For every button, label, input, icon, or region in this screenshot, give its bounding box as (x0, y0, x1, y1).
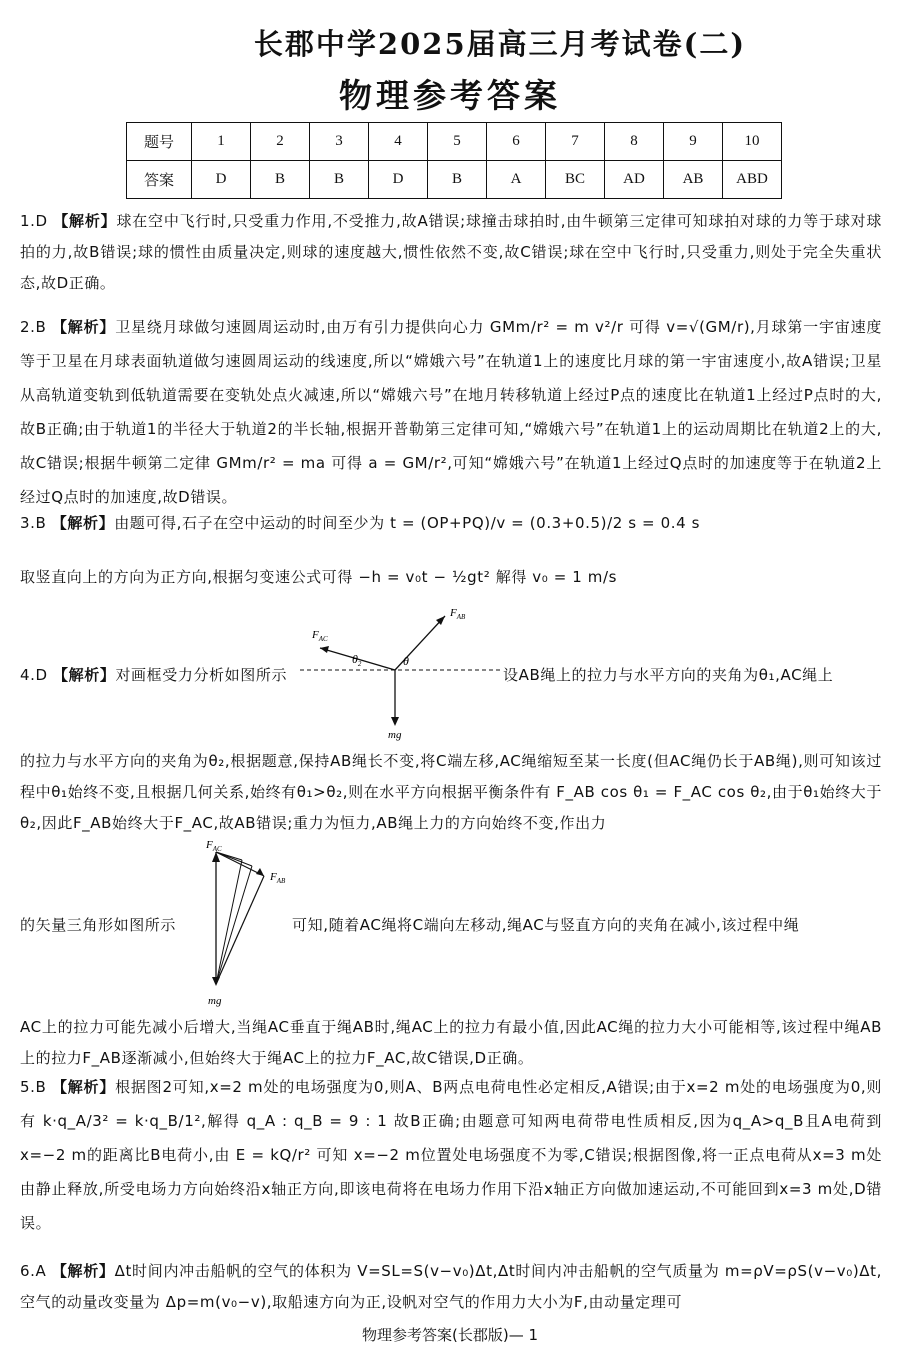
mg-label: mg (388, 729, 402, 741)
analysis-tag: 【解析】 (53, 666, 116, 684)
page-title: 长郡中学2025届高三月考试卷(二) (253, 27, 747, 61)
row-label: 答案 (127, 161, 192, 199)
solution-text: 由题可得,石子在空中运动的时间至少为 t = (OP+PQ)/v = (0.3+0.5)/2 s = 0.4 s (114, 514, 701, 532)
analysis-tag: 【解析】 (53, 212, 117, 230)
solution-q2 (20, 310, 882, 514)
table-cell: 9 (664, 123, 723, 161)
table-cell: ABD (723, 161, 782, 199)
table-cell: AB (664, 161, 723, 199)
answer-table (126, 122, 782, 199)
solution-text: 对画框受力分析如图所示 (115, 666, 288, 684)
theta1-label: θ (403, 654, 409, 668)
table-cell: BC (546, 161, 605, 199)
solution-q6 (20, 1256, 882, 1318)
table-cell: 6 (487, 123, 546, 161)
solution-q4-after-figure: 设AB绳上的拉力与水平方向的夹角为θ₁,AC绳上 (503, 666, 834, 684)
solution-q4-after-figure2: 可知,随着AC绳将C端向左移动,绳AC与竖直方向的夹角在减小,该过程中绳 (292, 916, 800, 934)
table-cell: B (251, 161, 310, 199)
solution-text: 球在空中飞行时,只受重力作用,不受推力,故A错误;球撞击球拍时,由牛顿第三定律可知球拍对球的力等于球对球拍的力,故B错误;球的惯性由质量决定,则球的速度越大,惯性依然不变,故C错误;球在空中飞行时,只受重力,则处于完全失重状态,故D正确。 (20, 212, 883, 292)
question-number: 6.A (20, 1262, 47, 1280)
fab-label: $F_{AB}$ (450, 607, 466, 621)
question-number: 5.B (20, 1078, 47, 1096)
table-cell: B (310, 161, 369, 199)
solution-text: 卫星绕月球做匀速圆周运动时,由万有引力提供向心力 GMm/r² = m v²/r 可得 v=√(GM/r),月球第一宇宙速度等于卫星在月球表面轨道做匀速圆周运动的线速度,所以“嫦娥六号”在轨道1上的速度比月球的第一宇宙速度小,故A错误;卫星从高轨道变轨到低轨道需要在变轨处点火减速,所以“嫦娥六号”在地月转移轨道上经过P点的速度比在轨道1上经过P点时的大,故B正确;由于轨道1的半径大于轨道2的半长轴,根据开普勒第三定律可知,“嫦娥六号”在轨道1上的运动周期比在轨道2上的大,故C错误;根据牛顿第二定律 GMm/r² = ma 可得 a = GM/r²,可知“嫦娥六号”在轨道1上经过Q点时的加速度等于在轨道2上经过Q点时的加速度,故D错误。 (20, 318, 882, 506)
solution-q4-lead2: 的矢量三角形如图所示 (20, 916, 177, 934)
solution-q3-line2: 取竖直向上的方向为正方向,根据匀变速公式可得 −h = v₀t − ½gt² 解得 v₀ = 1 m/s (20, 568, 618, 586)
fab-label: $F_{AB}$ (270, 871, 286, 885)
table-cell: B (428, 161, 487, 199)
mg-label: mg (208, 995, 222, 1007)
solution-q4-text2: AC上的拉力可能先减小后增大,当绳AC垂直于绳AB时,绳AC上的拉力有最小值,因此AC绳的拉力大小可能相等,该过程中绳AB上的拉力F_AB逐渐减小,但始终大于绳AC上的拉力F_AC,故C错误,D正确。 (20, 1018, 882, 1067)
table-row (127, 123, 782, 161)
table-cell: A (487, 161, 546, 199)
table-cell: 7 (546, 123, 605, 161)
question-number: 3.B (20, 514, 47, 532)
page-subtitle: 物理参考答案 (339, 76, 561, 115)
question-number: 2.B (20, 318, 47, 336)
analysis-tag: 【解析】 (51, 1262, 115, 1280)
row-label: 题号 (127, 123, 192, 161)
table-cell: D (192, 161, 251, 199)
table-cell: D (369, 161, 428, 199)
table-cell: 4 (369, 123, 428, 161)
fab-vector (216, 852, 264, 876)
solution-text: 根据图2可知,x=2 m处的电场强度为0,则A、B两点电荷电性必定相反,A错误;由于x=2 m处的电场强度为0,则有 k·q_A/3² = k·q_B/1²,解得 q_A : q_B = 9 : 1 故B正确;由题意可知两电荷带电性质相反,因为q_A>q_B且A电荷到x=−2 m的距离比B电荷小,由 E = kQ/r² 可知 x=−2 m位置处电场强度不为零,C错误;根据图像,将一正点电荷从x=3 m处由静止释放,所受电场力方向始终沿x轴正方向,即该电荷将在电场力作用下沿x轴正方向做加速运动,不可能回到x=3 m处,D错误。 (20, 1078, 883, 1232)
table-cell: 2 (251, 123, 310, 161)
table-cell: 3 (310, 123, 369, 161)
table-cell: 10 (723, 123, 782, 161)
fac-arrowhead (320, 646, 329, 653)
fac-label: $F_{AC}$ (312, 629, 328, 643)
question-number: 1.D (20, 212, 48, 230)
mg-arrowhead (391, 717, 399, 726)
solution-q5 (20, 1070, 882, 1240)
solution-q1 (20, 206, 882, 299)
table-row (127, 161, 782, 199)
analysis-tag: 【解析】 (51, 1078, 116, 1096)
page-footer: 物理参考答案(长郡版)— 1 (361, 1326, 539, 1344)
analysis-tag: 【解析】 (51, 318, 116, 336)
table-cell: 1 (192, 123, 251, 161)
table-cell: AD (605, 161, 664, 199)
solution-q4-text: 的拉力与水平方向的夹角为θ₂,根据题意,保持AB绳长不变,将C端左移,AC绳缩短至某一长度(但AC绳仍长于AB绳),则可知该过程中θ₁始终不变,且根据几何关系,始终有θ₁>θ₂,则在水平方向根据平衡条件有 F_AB cos θ₁ = F_AC cos θ₂,由于θ₁始终大于θ₂,因此F_AB始终大于F_AC,故AB错误;重力为恒力,AB绳上力的方向始终不变,作出力 (20, 752, 882, 832)
fac-label: $F_{AC}$ (206, 839, 222, 853)
solution-text: Δt时间内冲击船帆的空气的体积为 V=SL=S(v−v₀)Δt,Δt时间内冲击船帆的空气质量为 m=ρV=ρS(v−v₀)Δt,空气的动量改变量为 Δp=m(v₀−v),取船速方向为正,设帆对空气的作用力大小为F,由动量定理可 (20, 1262, 883, 1311)
solution-q3 (20, 508, 882, 539)
table-cell: 5 (428, 123, 487, 161)
table-cell: 8 (605, 123, 664, 161)
question-number: 4.D (20, 666, 48, 684)
analysis-tag: 【解析】 (51, 514, 115, 532)
theta2-label: $\theta_2$ (352, 652, 362, 668)
